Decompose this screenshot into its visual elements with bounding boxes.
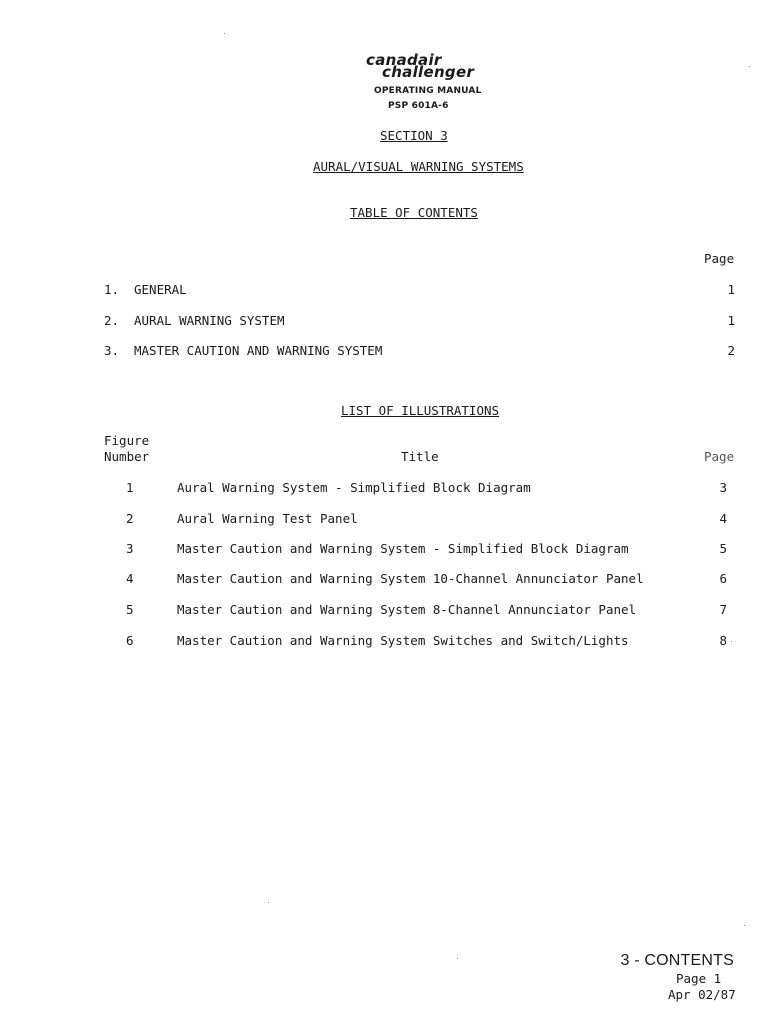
toc-item-page: 1 [727,282,735,297]
figure-page: 7 [719,602,727,617]
figure-title: Master Caution and Warning System - Simplified Block Diagram [177,541,629,556]
scan-speck [224,33,225,34]
scan-speck [744,925,745,926]
toc-item-number: 3. [104,343,120,358]
figure-number: 2 [126,511,134,526]
logo-challenger: challenger [382,63,475,81]
figure-title: Master Caution and Warning System 10-Channel Annunciator Panel [177,571,644,586]
footer-page-number: Page 1 [676,971,722,986]
figure-number: 5 [126,602,134,617]
section-title: SECTION 3 [380,128,448,143]
figure-number: 1 [126,480,134,495]
page-column-label: Page [704,449,735,464]
figure-column-label: Figure [104,433,150,448]
logo-canadair: canadair [366,51,442,69]
figure-page: 3 [719,480,727,495]
figure-title: Master Caution and Warning System 8-Channel Annunciator Panel [177,602,637,617]
scan-speck [268,902,269,903]
toc-page-column-label: Page [704,251,735,266]
figure-title: Aural Warning Test Panel [177,511,358,526]
manual-label: OPERATING MANUAL [374,86,482,96]
figure-number: 3 [126,541,134,556]
footer-date: Apr 02/87 [668,987,736,1002]
figure-title: Master Caution and Warning System Switches and Switch/Lights [177,633,629,648]
figure-page: 8 [719,633,727,648]
illustrations-heading: LIST OF ILLUSTRATIONS [341,403,500,418]
scan-speck [749,66,750,67]
figure-page: 4 [719,511,727,526]
scan-speck [457,958,458,959]
number-column-label: Number [104,449,150,464]
toc-item-text: AURAL WARNING SYSTEM [134,313,285,328]
toc-item-text: GENERAL [134,282,187,297]
toc-item-number: 2. [104,313,120,328]
figure-page: 5 [719,541,727,556]
toc-heading: TABLE OF CONTENTS [350,205,478,220]
footer-section-label: 3 - CONTENTS [620,952,734,969]
figure-title: Aural Warning System - Simplified Block Diagram [177,480,531,495]
figure-number: 6 [126,633,134,648]
toc-item-text: MASTER CAUTION AND WARNING SYSTEM [134,343,383,358]
psp-number: PSP 601A-6 [388,101,449,111]
document-title: AURAL/VISUAL WARNING SYSTEMS [313,159,524,174]
toc-item-number: 1. [104,282,120,297]
scan-speck [731,641,732,642]
title-column-label: Title [401,449,439,464]
figure-page: 6 [719,571,727,586]
toc-item-page: 1 [727,313,735,328]
figure-number: 4 [126,571,134,586]
toc-item-page: 2 [727,343,735,358]
